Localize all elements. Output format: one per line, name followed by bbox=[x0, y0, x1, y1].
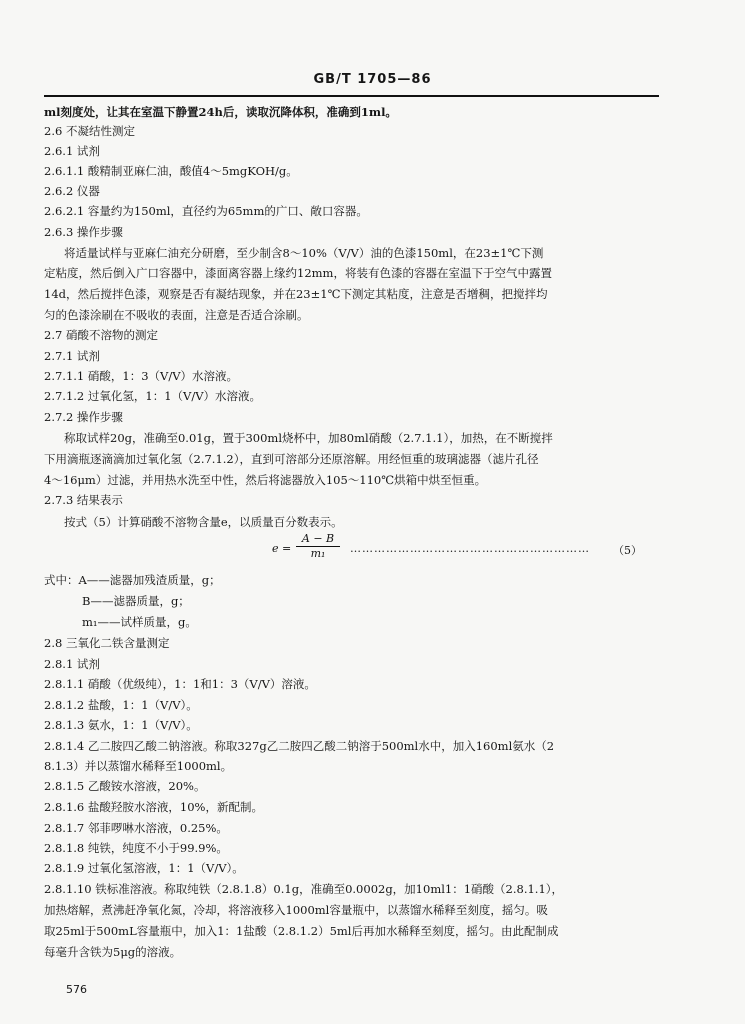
text-line: 2.7.1 试剂 bbox=[44, 349, 100, 363]
standard-header: GB/T 1705—86 bbox=[313, 72, 432, 87]
formula-numerator: A − B bbox=[296, 532, 340, 547]
text-line: 2.7.1.2 过氧化氢，1：1（V/V）水溶液。 bbox=[44, 389, 262, 403]
equation-number: （5） bbox=[613, 544, 642, 557]
text-line: 定粘度，然后倒入广口容器中，漆面离容器上缘约12mm，将装有色漆的容器在室温下于空气中露置 bbox=[44, 266, 552, 280]
text-line: 2.7.3 结果表示 bbox=[44, 493, 123, 507]
text-line: 2.8.1 试剂 bbox=[44, 657, 100, 671]
text-line: 2.8.1.2 盐酸，1：1（V/V）。 bbox=[44, 698, 198, 712]
text-line: 14d，然后搅拌色漆，观察是否有凝结现象，并在23±1℃下测定其粘度，注意是否增稠，把搅拌均 bbox=[44, 287, 548, 301]
formula-lhs: e = bbox=[272, 542, 292, 555]
header-rule bbox=[44, 95, 659, 97]
formula-fraction bbox=[296, 532, 340, 561]
text-line: B——滤器质量，g； bbox=[82, 594, 190, 608]
text-line: 2.8.1.1 硝酸（优级纯），1：1和1：3（V/V）溶液。 bbox=[44, 677, 316, 691]
text-line: 2.8.1.6 盐酸羟胺水溶液，10%，新配制。 bbox=[44, 800, 263, 814]
formula-5 bbox=[272, 532, 642, 566]
text-line: 将适量试样与亚麻仁油充分研磨，至少制含8～10%（V/V）油的色漆150ml，在23±1℃下测 bbox=[64, 246, 544, 260]
text-line: 2.8.1.10 铁标准溶液。称取纯铁（2.8.1.8）0.1g，准确至0.0002g，加10ml1：1硝酸（2.8.1.1）， bbox=[44, 882, 564, 896]
text-line: 2.8.1.7 邻菲啰啉水溶液，0.25%。 bbox=[44, 821, 228, 835]
text-line: 2.8.1.5 乙酸铵水溶液，20%。 bbox=[44, 779, 206, 793]
text-line: 2.7 硝酸不溶物的测定 bbox=[44, 328, 158, 342]
formula-leader-dots: …………………………………………………… bbox=[350, 542, 590, 555]
text-line: 下用滴瓶逐滴滴加过氧化氢（2.7.1.2），直到可溶部分还原溶解。用经恒重的玻璃滤器（滤片孔径 bbox=[44, 452, 539, 466]
text-line: 2.8.1.8 纯铁，纯度不小于99.9%。 bbox=[44, 841, 228, 855]
text-line: 2.6 不凝结性测定 bbox=[44, 124, 135, 138]
text-line: 称取试样20g，准确至0.01g，置于300ml烧杯中，加80ml硝酸（2.7.1.1），加热，在不断搅拌 bbox=[64, 431, 553, 445]
text-line: 2.6.1.1 酸精制亚麻仁油，酸值4～5mgKOH/g。 bbox=[44, 164, 298, 178]
text-line: 2.8.1.3 氨水，1：1（V/V）。 bbox=[44, 718, 198, 732]
text-line: 2.7.1.1 硝酸，1：3（V/V）水溶液。 bbox=[44, 369, 239, 383]
text-line: 2.6.2.1 容量约为150ml，直径约为65mm的广口、敞口容器。 bbox=[44, 204, 368, 218]
text-line: 2.7.2 操作步骤 bbox=[44, 410, 123, 424]
text-line: 2.8.1.9 过氧化氢溶液，1：1（V/V）。 bbox=[44, 861, 244, 875]
text-line: 2.6.3 操作步骤 bbox=[44, 225, 123, 239]
text-line: 取25ml于500mL容量瓶中，加入1：1盐酸（2.8.1.2）5ml后再加水稀释至刻度，摇匀。由此配制成 bbox=[44, 924, 559, 938]
text-line: 按式（5）计算硝酸不溶物含量e，以质量百分数表示。 bbox=[64, 515, 343, 529]
text-line: 8.1.3）并以蒸馏水稀释至1000ml。 bbox=[44, 759, 233, 773]
text-line: 4～16μm）过滤，并用热水洗至中性，然后将滤器放入105～110℃烘箱中烘至恒重。 bbox=[44, 473, 487, 487]
formula-denominator: m₁ bbox=[310, 547, 326, 560]
text-line: ml刻度处，让其在室温下静置24h后，读取沉降体积，准确到1ml。 bbox=[44, 105, 397, 119]
text-line: 加热熔解，煮沸赶净氧化氮，冷却，将溶液移入1000ml容量瓶中，以蒸馏水稀释至刻度，摇匀。吸 bbox=[44, 903, 548, 917]
text-line: 2.8.1.4 乙二胺四乙酸二钠溶液。称取327g乙二胺四乙酸二钠溶于500ml水中，加入160ml氨水（2 bbox=[44, 739, 555, 753]
text-line: 2.8 三氧化二铁含量测定 bbox=[44, 636, 170, 650]
page-number: 576 bbox=[66, 983, 87, 996]
text-line: 匀的色漆涂刷在不吸收的表面，注意是否适合涂刷。 bbox=[44, 308, 309, 322]
text-line: m₁——试样质量，g。 bbox=[82, 615, 197, 629]
text-line: 式中：A——滤器加残渣质量，g； bbox=[44, 573, 221, 587]
text-line: 2.6.2 仪器 bbox=[44, 184, 100, 198]
text-line: 每毫升含铁为5μg的溶液。 bbox=[44, 945, 182, 959]
text-line: 2.6.1 试剂 bbox=[44, 144, 100, 158]
